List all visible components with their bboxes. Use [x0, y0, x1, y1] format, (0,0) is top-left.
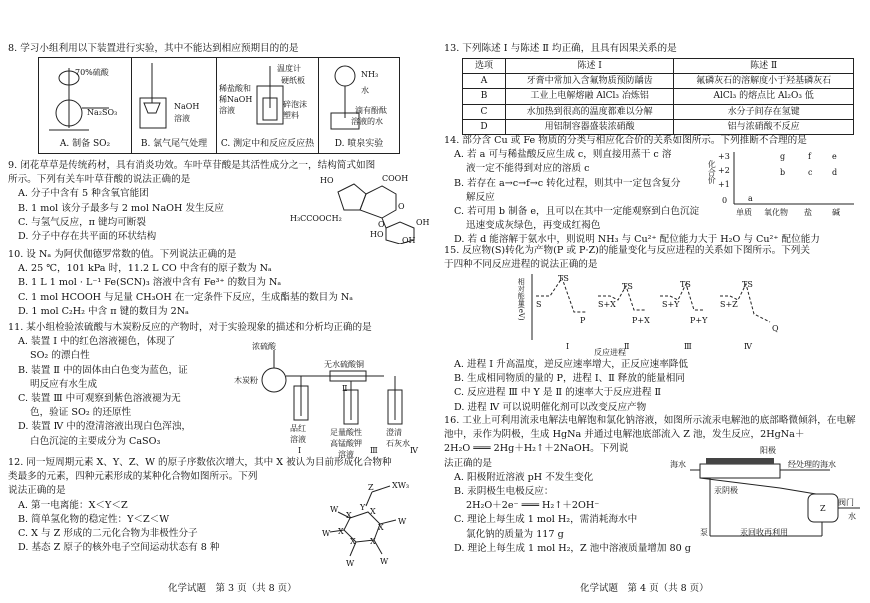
q13-table	[462, 58, 854, 135]
q16-label-water: 水	[848, 512, 856, 521]
q13-cell: 牙膏中常加入含氟物质预防龋齿	[506, 74, 674, 89]
q12-stem-2: 类最多的元素，四种元素形成的某种化合物如图所示。下列	[8, 471, 258, 483]
table-row	[463, 104, 854, 119]
q15-label: Q	[772, 324, 779, 333]
q11-label-sol3: 溶液	[338, 450, 354, 459]
q11-label-lime1: 澄清	[386, 428, 402, 437]
q15-option-a: A. 进程 Ⅰ 升高温度，逆反应速率增大，正反应速率降低	[454, 359, 688, 370]
q14-point-e: e	[832, 152, 837, 161]
q13-cell: A	[463, 74, 506, 89]
q8-panel-c	[217, 58, 319, 153]
q14-stem: 14. 部分含 Cu 或 Fe 物质的分类与相应化合价的关系如图所示。下列推断不合理的是	[444, 135, 807, 146]
q9-option-c: C. 与氢气反应，π 键均可断裂	[18, 216, 146, 228]
q14-option-b: B. 若存在 a→c→f→c 转化过程，则其中一定包含复分	[454, 177, 681, 189]
q10-stem: 10. 设 Nₐ 为阿伏伽德罗常数的值。下列说法正确的是	[8, 249, 237, 260]
q16-option-b: B. 汞阴极生电极反应：	[454, 486, 554, 498]
q9-label-oh2: OH	[402, 236, 416, 245]
q9-label-ho: HO	[320, 176, 334, 185]
q8-stem: 8. 学习小组利用以下装置进行实验，其中不能达到相应预期目的的是	[8, 43, 299, 54]
svg-text:X: X	[346, 511, 352, 520]
q9-option-b: B. 1 mol 该分子最多与 2 mol NaOH 发生反应	[18, 202, 224, 214]
q14-point-b: b	[780, 168, 786, 177]
q15-label: Ⅰ	[566, 342, 570, 351]
q14-option-d: D. 若 d 能溶解于氨水中，则说明 NH₃ 与 Cu²⁺ 配位能力大于 H₂O 与 Cu²⁺ 配位能力	[454, 234, 820, 246]
q14-point-d: d	[832, 168, 838, 177]
svg-text:X: X	[370, 537, 376, 546]
svg-text:W: W	[330, 505, 339, 514]
q8-apparatus-figure	[38, 57, 400, 154]
q8d-label-phenol: 滴有酚酞	[355, 106, 387, 115]
q15-label: TS	[622, 282, 633, 291]
q12-stem-1: 12. 同一短周期元素 X、Y、Z、W 的原子序数依次增大，其中 X 被认为目前形成化合物种	[8, 457, 392, 468]
q12-structure-drawing	[320, 478, 424, 570]
q13-cell: D	[463, 119, 506, 134]
q8-panel-d	[319, 58, 399, 153]
q16-option-b-cont: 2H₂O＋2e⁻ ═══ H₂↑＋2OH⁻	[466, 500, 600, 512]
q9-label-ester: H₃CCOOCH₂	[290, 214, 342, 223]
q16-label-z: Z	[820, 504, 826, 513]
q8c-label-foam: 碎泡沫	[283, 100, 307, 109]
q11-label-kmno4-2: 高锰酸钾	[330, 439, 362, 448]
q13-cell: C	[463, 104, 506, 119]
q15-label: TS	[742, 280, 753, 289]
q15-label: S+X	[598, 300, 616, 309]
q14-option-c-cont: 迅速变成灰绿色，再变成红褐色	[466, 220, 601, 232]
q11-apparatus	[234, 338, 426, 459]
q16-stem-4: 法正确的是	[444, 457, 492, 469]
q16-label-valve: 阀门	[838, 498, 854, 507]
q10-option-d: D. 1 mol C₂H₂ 中含 π 键的数目为 2Nₐ	[18, 305, 189, 317]
q16-label-pump: 泵	[700, 528, 708, 537]
q11-label-kmno4-1: 足量酸性	[330, 428, 362, 437]
q11-label-carbon: 木炭粉	[234, 376, 258, 385]
q12-option-c: C. X 与 Z 形成的二元化合物为非极性分子	[18, 528, 198, 540]
q11-option-a-cont: SO₂ 的漂白性	[30, 350, 90, 362]
q16-label-recycle: 汞回收再利用	[740, 528, 788, 537]
q11-option-c: C. 装置 Ⅲ 中可观察到紫色溶液褪为无	[18, 393, 181, 405]
table-row	[463, 89, 854, 104]
q15-energy-diagram	[514, 272, 824, 358]
q8-caption-a: A. 制备 SO₂	[59, 138, 111, 149]
q9-option-a: A. 分子中含有 5 种含氧官能团	[18, 188, 149, 200]
q11-option-b-cont: 明反应有水生成	[30, 378, 98, 390]
q15-label: S+Z	[720, 300, 738, 309]
q14-point-c: c	[808, 168, 813, 177]
q8d-label-nh3: NH₃	[361, 70, 379, 79]
q9-label-ho2: HO	[370, 230, 384, 239]
q9-label-cooh: COOH	[382, 174, 409, 183]
q14-point-g: g	[780, 152, 786, 161]
q14-ytick: +1	[718, 180, 730, 189]
q15-label: TS	[680, 280, 691, 289]
q16-option-c: C. 理论上每生成 1 mol H₂，需消耗海水中	[454, 514, 638, 526]
q8b-label-1: NaOH	[174, 102, 200, 111]
q14-option-a-cont: 液一定不能得到对应的溶质 c	[466, 163, 590, 175]
svg-text:W: W	[398, 517, 407, 526]
svg-text:W: W	[322, 529, 331, 538]
q11-label-iv: Ⅳ	[410, 446, 418, 455]
q11-option-c-cont: 色，验证 SO₂ 的还原性	[30, 407, 132, 419]
q14-option-c: C. 若可用 b 制备 e，且可以在其中一定能观察到白色沉淀	[454, 206, 700, 218]
q8b-label-2: 溶液	[174, 114, 190, 123]
q9-label-o2: O	[378, 220, 385, 229]
q8c-label-solution: 溶液	[219, 106, 235, 115]
q16-stem-1: 16. 工业上可利用流汞电解法电解饱和氯化钠溶液，如图所示流汞电解池的底部略微倾斜，在电解	[444, 415, 856, 426]
q15-label: Ⅱ	[624, 342, 630, 351]
question-13	[444, 42, 862, 56]
q9-label-oh1: OH	[416, 218, 430, 227]
q8-panel-b	[132, 58, 217, 153]
table-header-row	[463, 59, 854, 74]
q16-electrolysis-figure	[670, 444, 862, 544]
q14-option-b-cont: 解反应	[466, 191, 495, 203]
q13-header-option: 选项	[463, 59, 506, 74]
q15-xlabel: 反应进程	[594, 348, 626, 357]
q11-option-a: A. 装置 Ⅰ 中的红色溶液褪色，体现了	[18, 336, 176, 348]
question-10	[8, 248, 426, 319]
svg-text:X: X	[370, 507, 376, 516]
q15-label: P	[580, 316, 586, 325]
q8-caption-b: B. 氯气尾气处理	[140, 138, 208, 149]
q15-label: Ⅳ	[744, 342, 752, 351]
svg-text:W: W	[380, 557, 389, 566]
q12-option-b: B. 简单氢化物的稳定性：Y＜Z＜W	[18, 513, 170, 525]
q8c-label-thermometer: 温度计	[277, 64, 301, 73]
q11-option-d-cont: 白色沉淀的主要成分为 CaSO₃	[30, 435, 161, 447]
q16-label-treated: 经处理的海水	[788, 460, 836, 469]
q9-label-o: O	[398, 202, 405, 211]
q12-stem-3: 说法正确的是	[8, 485, 66, 497]
q11-option-b: B. 装置 Ⅱ 中的固体由白色变为蓝色，证	[18, 364, 188, 376]
question-8	[8, 42, 426, 56]
q13-cell: 用铝制容器盛装浓硝酸	[506, 119, 674, 134]
q13-header-stmt2: 陈述 Ⅱ	[674, 59, 854, 74]
q11-label-sol1: 溶液	[290, 435, 306, 444]
q8a-label-salt: Na₂SO₃	[87, 108, 118, 117]
q8-caption-d: D. 喷泉实验	[334, 138, 384, 149]
q8c-label-board: 硬纸板	[281, 76, 305, 85]
q13-cell: 工业上电解熔融 AlCl₃ 冶炼铝	[506, 89, 674, 104]
q13-cell: AlCl₃ 的熔点比 Al₂O₃ 低	[674, 89, 854, 104]
q9-option-d: D. 分子中存在共平面的环状结构	[18, 231, 157, 243]
q14-xtick: 单质	[736, 208, 752, 217]
q15-label: P+Y	[690, 316, 708, 325]
q14-point-a: a	[748, 194, 753, 203]
page-4-footer: 化学试题 第 4 页（共 8 页）	[580, 583, 709, 594]
q11-label-ii: Ⅱ	[342, 384, 348, 393]
q15-stem-2: 于四种不同反应进程的说法正确的是	[444, 259, 598, 271]
table-row	[463, 74, 854, 89]
q16-option-c-cont: 氯化钠的质量为 117 g	[466, 528, 564, 540]
svg-text:X: X	[338, 527, 344, 536]
q16-option-a: A. 阳极附近溶液 pH 不发生变化	[454, 471, 594, 483]
q8c-label-acid: 稀盐酸和	[219, 84, 251, 93]
q12-structure	[320, 478, 424, 570]
q13-cell: 铝与浓硝酸不反应	[674, 119, 854, 134]
q14-ytick: 0	[722, 196, 728, 205]
page-3	[8, 0, 430, 603]
q10-option-c: C. 1 mol HCOOH 与足量 CH₃OH 在一定条件下反应，生成酯基的数目为 Nₐ	[18, 291, 353, 303]
svg-text:Z: Z	[368, 483, 374, 492]
q15-option-c: C. 反应进程 Ⅲ 中 Y 是 Ⅱ 的速率大于反应进程 Ⅱ	[454, 387, 661, 399]
q8c-label-base: 稀NaOH	[219, 95, 253, 104]
q15-label: S	[536, 300, 542, 309]
q8c-label-plastic: 塑料	[283, 111, 299, 120]
q12-option-a: A. 第一电离能：X＜Y＜Z	[18, 499, 128, 511]
question-15-options	[444, 358, 862, 415]
q13-stem: 13. 下列陈述 Ⅰ 与陈述 Ⅱ 均正确，且具有因果关系的是	[444, 43, 677, 54]
q15-label: S+Y	[662, 300, 680, 309]
q11-label-lime2: 石灰水	[386, 439, 410, 448]
q11-label-pinred: 品红	[290, 424, 306, 433]
svg-text:XW₃: XW₃	[392, 481, 410, 490]
table-row	[463, 119, 854, 134]
q16-stem-3: 2H₂O ═══ 2Hg＋H₂↑＋2NaOH。下列说	[444, 443, 629, 455]
q15-label: P+X	[632, 316, 650, 325]
q10-option-a: A. 25 ℃，101 kPa 时，11.2 L CO 中含有的原子数为 Nₐ	[18, 263, 272, 275]
q11-label-i: Ⅰ	[298, 446, 302, 455]
q9-structure	[290, 172, 430, 244]
q14-option-a: A. 若 a 可与稀盐酸反应生成 c，则直接用蒸干 c 溶	[454, 149, 672, 161]
q14-ylabel: 化合价	[707, 160, 717, 184]
svg-text:Y: Y	[360, 503, 366, 512]
q16-label-cathode: 汞阴极	[714, 486, 738, 495]
q16-stem-2: 池中，汞作为阴极，生成 HgNa 并通过电解池底部流入 Z 池，发生反应，2HgNa＋	[444, 429, 805, 441]
q14-valence-graph	[704, 146, 860, 222]
q11-label-iii: Ⅲ	[370, 446, 378, 455]
q9-line-1: 9. 闭花草草是传统药材，具有消炎功效。车叶草苷酸是其活性成分之一，结构简式如图	[8, 160, 376, 171]
q16-label-anode: 阳极	[760, 446, 776, 455]
q14-xtick: 氧化物	[764, 208, 788, 217]
question-15	[444, 244, 862, 272]
q10-option-b: B. 1 L 1 mol · L⁻¹ Fe(SCN)₃ 溶液中含有 Fe³⁺ 的数目为 Nₐ	[18, 277, 282, 289]
q14-xtick: 盐	[804, 208, 812, 217]
q14-ytick: +3	[718, 152, 730, 161]
q11-label-acid: 浓硫酸	[252, 342, 276, 351]
svg-text:X: X	[378, 523, 384, 532]
q14-xtick: 碱	[832, 208, 840, 217]
page-4	[444, 0, 862, 603]
q8d-label-solution: 溶液的水	[351, 117, 383, 126]
q15-stem-1: 15. 反应物(S)转化为产物(P 或 P·Z)的能量变化与反应进程的关系如下图所示。下列关	[444, 245, 810, 256]
q14-point-f: f	[808, 152, 811, 161]
q15-option-b: B. 生成相同物质的量的 P，进程 Ⅰ、Ⅱ 释放的能量相同	[454, 373, 685, 385]
svg-text:X: X	[350, 537, 356, 546]
q12-option-d: D. 基态 Z 原子的核外电子空间运动状态有 8 种	[18, 542, 220, 554]
svg-text:W: W	[346, 559, 355, 568]
q11-stem: 11. 某小组检验浓硫酸与木炭粉反应的产物时，对于实验现象的描述和分析均正确的是	[8, 322, 372, 333]
q8d-label-water: 水	[361, 86, 369, 95]
q8a-label-acid: 70%硫酸	[75, 68, 109, 77]
q13-cell: 水分子间存在氢键	[674, 104, 854, 119]
q13-cell: 水加热到很高的温度都难以分解	[506, 104, 674, 119]
q15-ylabel: 相对能量(eV)	[517, 278, 526, 321]
q13-cell: 氟磷灰石的溶解度小于羟基磷灰石	[674, 74, 854, 89]
q16-label-seawater: 海水	[670, 460, 686, 469]
q15-label: TS	[558, 274, 569, 283]
q8-caption-c: C. 测定中和反应反应热	[220, 138, 315, 149]
q13-header-stmt1: 陈述 Ⅰ	[506, 59, 674, 74]
q11-label-cuso4: 无水硫酸铜	[324, 360, 364, 369]
q9-line-2: 所示。下列有关车叶草苷酸的说法正确的是	[8, 174, 191, 186]
q16-option-d: D. 理论上每生成 1 mol H₂，Z 池中溶液质量增加 80 g	[454, 542, 691, 554]
q11-option-d: D. 装置 Ⅳ 中的澄清溶液出现白色浑浊，	[18, 421, 192, 433]
page-3-footer: 化学试题 第 3 页（共 8 页）	[168, 583, 297, 594]
q15-label: Ⅲ	[684, 342, 692, 351]
q15-option-d: D. 进程 Ⅳ 可以说明催化剂可以改变反应产物	[454, 401, 647, 413]
q14-ytick: +2	[718, 166, 730, 175]
q8-panel-a	[39, 58, 132, 153]
q13-cell: B	[463, 89, 506, 104]
